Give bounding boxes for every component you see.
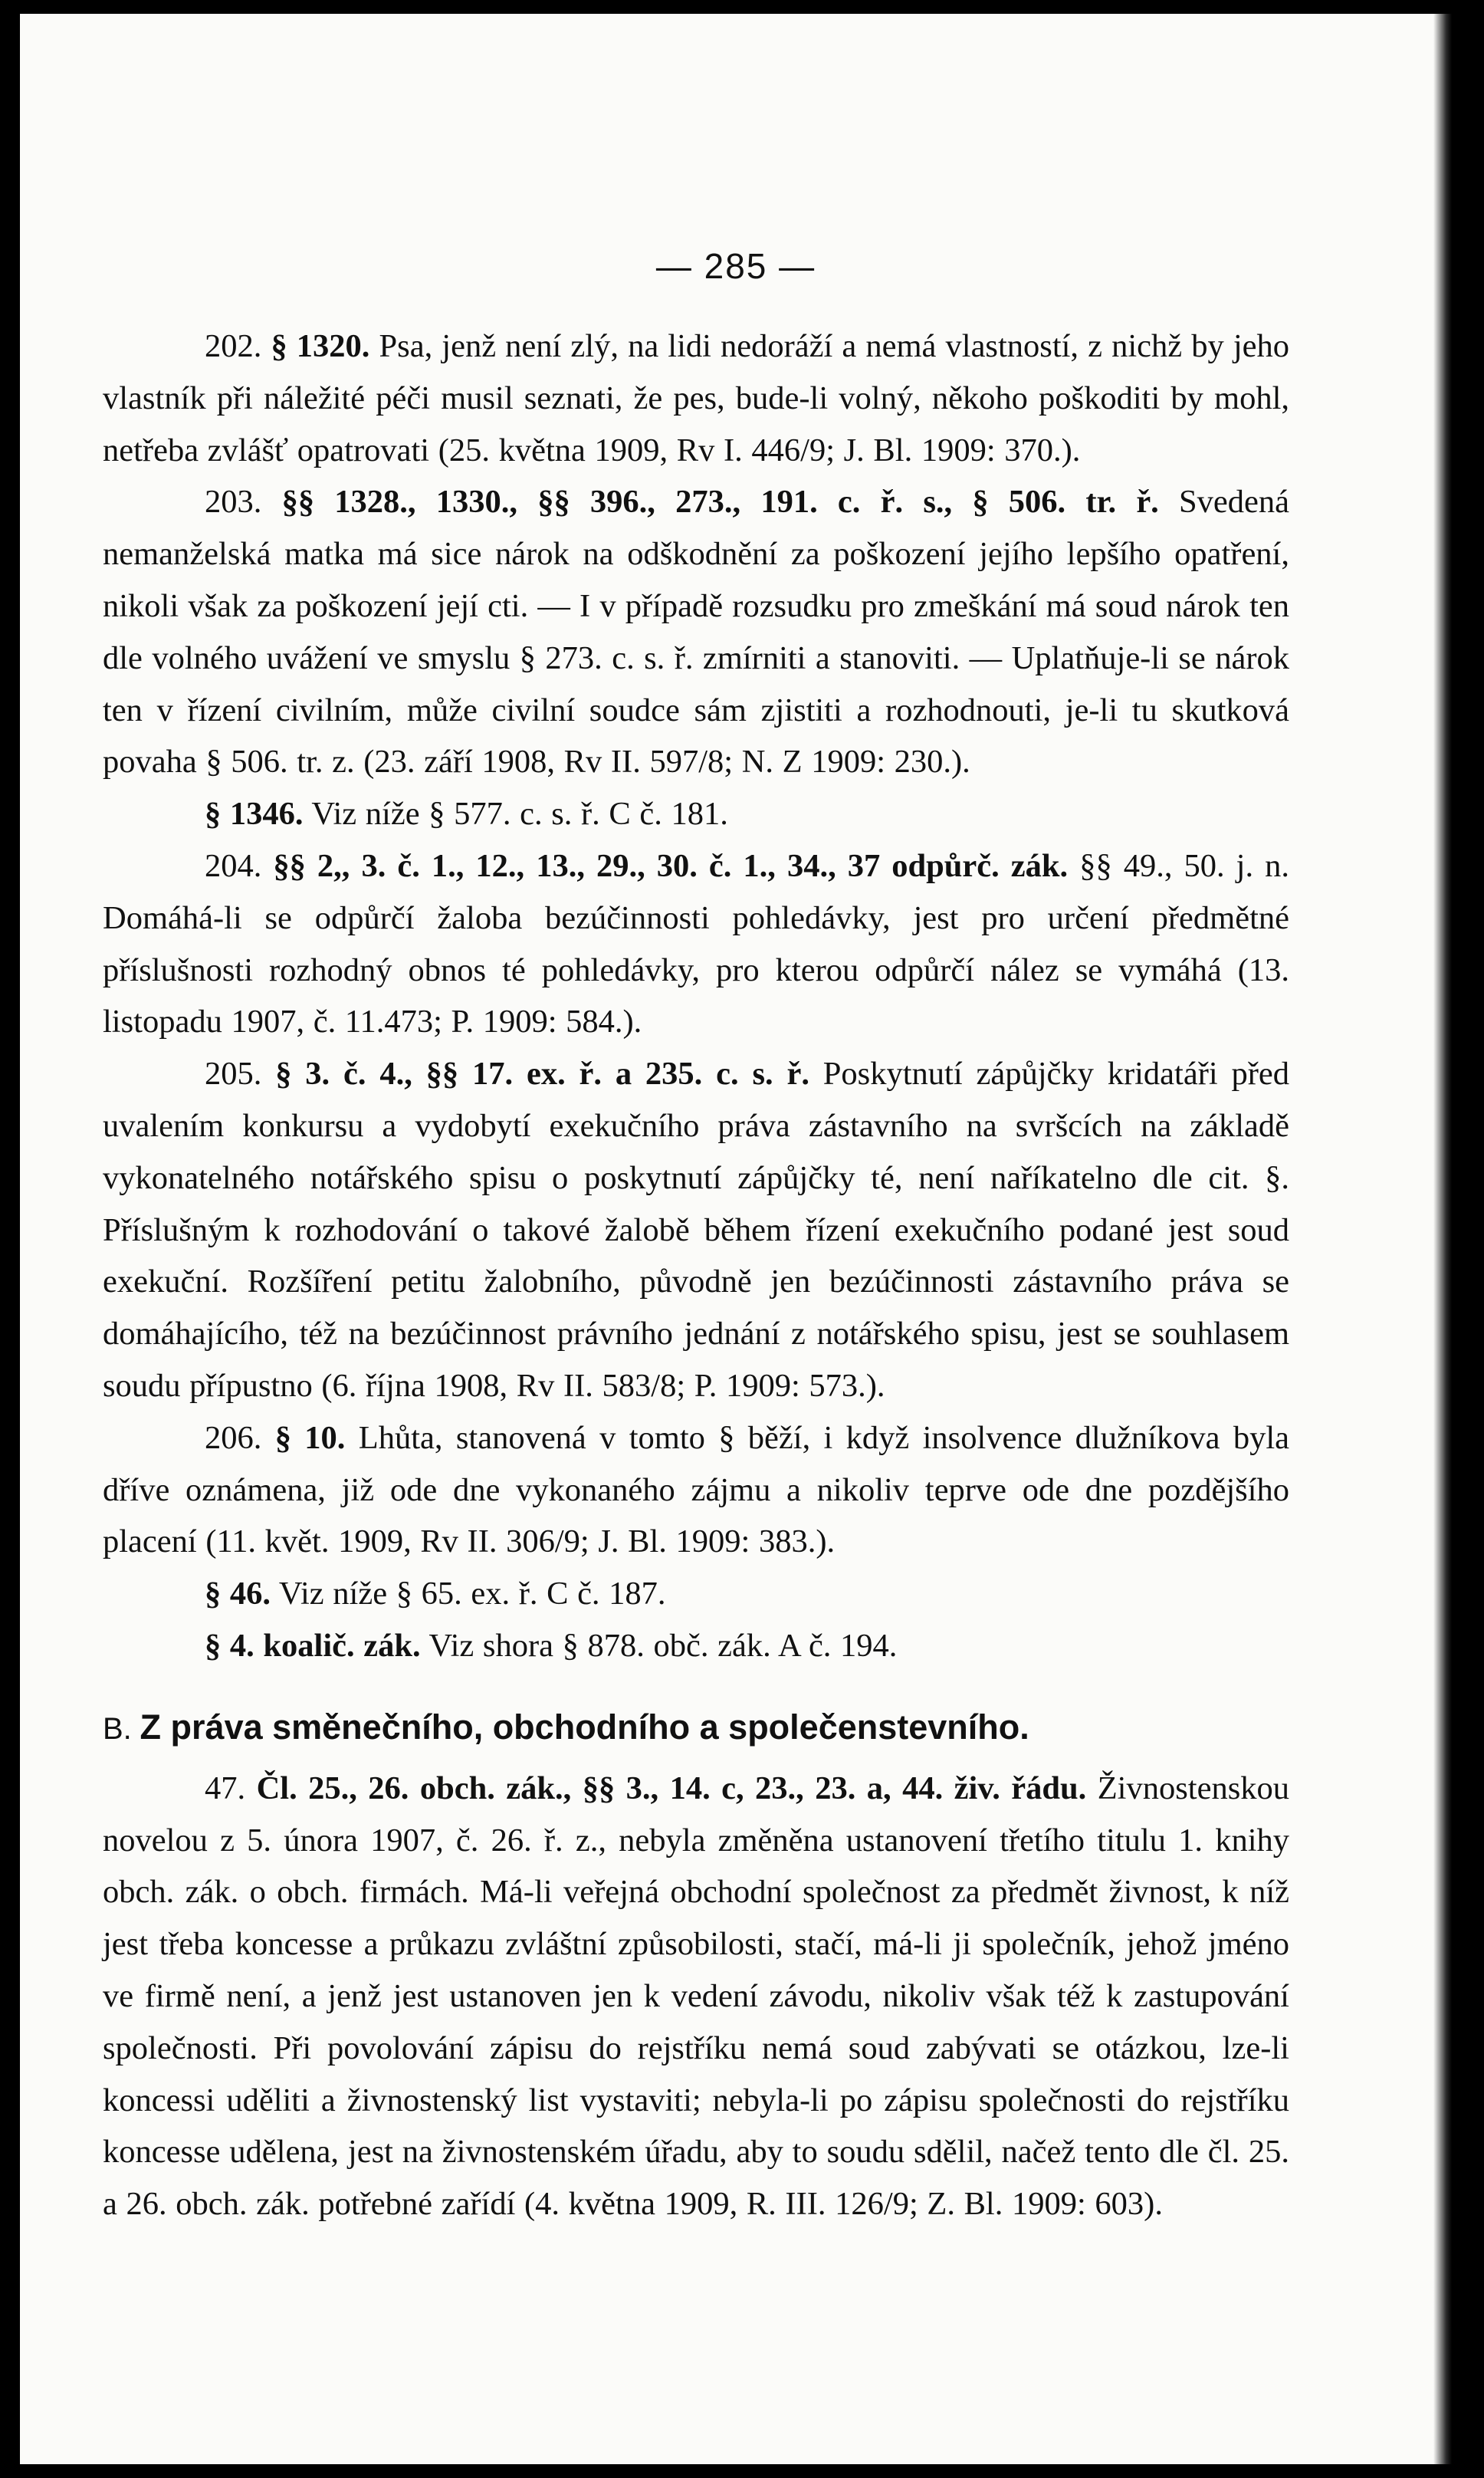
document-page [20,14,1452,2464]
paragraph-204: 204. §§ 2,, 3. č. 1., 12., 13., 29., 30. č. 1., 34., 37 odpůrč. zák. §§ 49., 50. j. n. Domáhá-li se odpůrčí žaloba bezúčinnosti pohledávky, jest pro určení předmětné příslušnosti rozhodný obnos té pohledávky, pro kterou odpůrčí nález se vymáhá (13. listopadu 1907, č. 11.473; P. 1909: 584.). [103,847,1289,1040]
section-letter: B. [103,1711,132,1746]
legal-reference: Čl. 25., 26. obch. zák., §§ 3., 14. c, 23., 23. a, 44. živ. řádu. [256,1770,1087,1806]
legal-reference: §§ 1328., 1330., §§ 396., 273., 191. c. ř. s., § 506. tr. ř. [281,484,1159,521]
paragraph-202: 202. § 1320. Psa, jenž není zlý, na lidi nedoráží a nemá vlastností, z nichž by jeho vlastník při náležité péči musil seznati, že pes, bude-li volný, někoho poškoditi by mohl, netřeba zvlášť opatrovati (25. května 1909, Rv I. 446/9; J. Bl. 1909: 370.). [103,328,1289,468]
paragraph-4: § 4. koalič. zák. Viz shora § 878. obč. zák. A č. 194. [205,1627,898,1664]
paragraph-203: 203. §§ 1328., 1330., §§ 396., 273., 191. c. ř. s., § 506. tr. ř. Svedená nemanželská matka má sice nárok na odškodnění za poškození jejího lepšího opatření, nikoli však za poškození její cti. — I v případě rozsudku pro zmeškání má soud nárok ten dle volného uvážení ve smyslu § 273. c. s. ř. zmírniti a stanoviti. — Uplatňuje-li se nárok ten v řízení civilním, může civilní soudce sám zjistiti a rozhodnouti, je-li tu skutková povaha § 506. tr. z. (23. září 1908, Rv II. 597/8; N. Z 1909: 230.). [103,484,1289,781]
paragraph-47: 47. Čl. 25., 26. obch. zák., §§ 3., 14. c, 23., 23. a, 44. živ. řádu. Živnostenskou novelou z 5. února 1907, č. 26. ř. z., nebyla změněna ustanovení třetího titulu 1. knihy obch. zák. o obch. firmách. Má-li veřejná obchodní společnost za předmět živnost, k níž jest třeba koncesse a průkazu zvláštní způsobilosti, stačí, má-li ji společník, jehož jméno ve firmě není, a jenž jest ustanoven jen k vedení závodu, nikoliv však též k zastupování společnosti. Při povolování zápisu do rejstříku nemá soud zabývati se otázkou, lze-li koncessi uděliti a živnostenský list vystaviti; nebyla-li po zápisu společnosti do rejstříku koncesse udělena, jest na živnostenském úřadu, aby to soudu sdělil, načež tento dle čl. 25. a 26. obch. zák. potřebné zařídí (4. května 1909, R. III. 126/9; Z. Bl. 1909: 603). [103,1770,1289,2223]
paragraph-46: § 46. Viz níže § 65. ex. ř. C č. 187. [205,1576,666,1612]
paragraph-206: 206. § 10. Lhůta, stanovená v tomto § běží, i když insolvence dlužníkova byla dříve oznámena, již ode dne vykonaného zájmu a nikoliv teprve ode dne pozdějšího placení (11. květ. 1909, Rv II. 306/9; J. Bl. 1909: 383.). [103,1419,1290,1560]
legal-reference: § 10. [274,1419,346,1456]
legal-reference: § 3. č. 4., §§ 17. ex. ř. a 235. c. s. ř. [275,1056,809,1093]
paragraph-205: 205. § 3. č. 4., §§ 17. ex. ř. a 235. c. s. ř. Poskytnutí zápůjčky kridatáři před uvalením konkursu a vydobytí exekučního práva zástavního na svršcích na základě vykonatelného notářského spisu o poskytnutí zápůjčky té, není naříkatelno dle cit. §. Příslušným k rozhodování o takové žalobě během řízení exekučního podané jest soud exekuční. Rozšíření petitu žalobního, původně jen bezúčinnosti zástavního práva se domáhajícího, též na bezúčinnost právního jednání z notářského spisu, jest se souhlasem soudu přípustno (6. října 1908, Rv II. 583/8; P. 1909: 573.). [103,1056,1290,1404]
paragraph-1346: § 1346. Viz níže § 577. c. s. ř. C č. 181. [205,796,728,833]
section-heading-b [103,1704,1289,1752]
legal-reference: § 1320. [271,328,370,364]
legal-reference: §§ 2,, 3. č. 1., 12., 13., 29., 30. č. 1., 34., 37 odpůrč. zák. [273,847,1069,884]
page-number: — 285 — [655,246,816,286]
document-content [103,320,1289,2230]
section-title: Z práva směnečního, obchodního a společenstevního. [140,1707,1029,1747]
legal-reference: § 1346. [205,796,304,833]
legal-reference: § 4. koalič. zák. [205,1627,421,1664]
legal-reference: § 46. [205,1576,271,1612]
page-edge-shadow [1433,14,1452,2464]
